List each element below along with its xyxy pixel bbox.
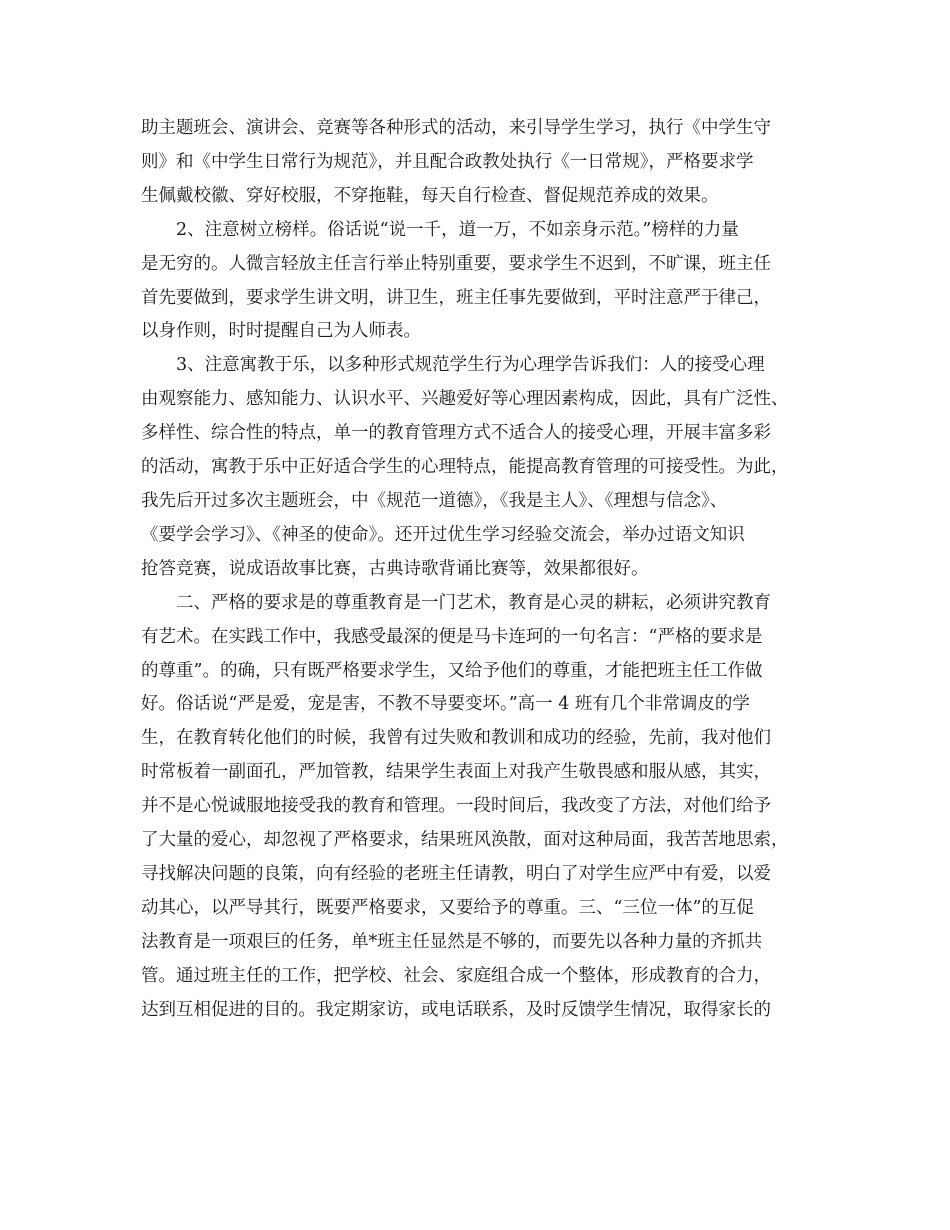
text-line: 动其心，以严导其行，既要严格要求，又要给予的尊重。三、“三位一体”的互促 bbox=[141, 897, 754, 918]
text-line: 由观察能力、感知能力、认识水平、兴趣爱好等心理因素构成，因此，具有广泛性、 bbox=[141, 389, 789, 410]
text-line: 管。通过班主任的工作，把学校、社会、家庭组合成一个整体，形成教育的合力， bbox=[141, 965, 771, 986]
text-line: 我先后开过多次主题班会，中《规范一道德》，《我是主人》、《理想与信念》、 bbox=[141, 490, 728, 511]
document-body bbox=[141, 112, 831, 1027]
text-line: 的尊重”。的确，只有既严格要求学生，又给予他们的尊重，才能把班主任工作做 bbox=[141, 660, 763, 681]
text-line: 3、注意寓教于乐，以多种形式规范学生行为心理学告诉我们：人的接受心理 bbox=[176, 355, 765, 376]
text-line: 2、注意树立榜样。俗话说“说一千，道一万，不如亲身示范。”榜样的力量 bbox=[176, 219, 739, 240]
text-line: 则》和《中学生日常行为规范》，并且配合政教处执行《一日常规》，严格要求学 bbox=[141, 151, 754, 172]
text-line: 《要学会学习》、《神圣的使命》。还开过优生学习经验交流会，举办过语文知识 bbox=[141, 524, 745, 545]
text-line: 生佩戴校徽、穿好校服，不穿拖鞋，每天自行检查、督促规范养成的效果。 bbox=[141, 185, 719, 206]
text-line: 首先要做到，要求学生讲文明，讲卫生，班主任事先要做到，平时注意严于律己， bbox=[141, 287, 771, 308]
text-line: 抢答竞赛，说成语故事比赛，古典诗歌背诵比赛等，效果都很好。 bbox=[141, 558, 649, 579]
text-line: 达到互相促进的目的。我定期家访，或电话联系，及时反馈学生情况，取得家长的 bbox=[141, 999, 771, 1020]
text-line: 是无穷的。人微言轻放主任言行举止特别重要，要求学生不迟到，不旷课，班主任 bbox=[141, 253, 771, 274]
text-line: 时常板着一副面孔，严加管教，结果学生表面上对我产生敬畏感和服从感，其实， bbox=[141, 762, 771, 783]
text-line: 二、严格的要求是的尊重教育是一门艺术，教育是心灵的耕耘，必须讲究教育 bbox=[176, 592, 771, 613]
text-line: 寻找解决问题的良策，向有经验的老班主任请教，明白了对学生应严中有爱，以爱 bbox=[141, 863, 771, 884]
text-line: 并不是心悦诚服地接受我的教育和管理。一段时间后，我改变了方法，对他们给予 bbox=[141, 796, 771, 817]
text-line: 的活动，寓教于乐中正好适合学生的心理特点，能提高教育管理的可接受性。为此， bbox=[141, 457, 789, 478]
text-line: 助主题班会、演讲会、竞赛等各种形式的活动，来引导学生学习，执行《中学生守 bbox=[141, 118, 771, 138]
text-line: 好。俗话说“严是爱，宠是害，不教不导要变坏。”高一 4 班有几个非常调皮的学 bbox=[141, 694, 750, 715]
text-line: 多样性、综合性的特点，单一的教育管理方式不适合人的接受心理，开展丰富多彩 bbox=[141, 423, 771, 444]
text-line: 以身作则，时时提醒自己为人师表。 bbox=[141, 321, 421, 342]
text-line: 有艺术。在实践工作中，我感受最深的便是马卡连珂的一句名言：“严格的要求是 bbox=[141, 626, 763, 647]
text-line: 法教育是一项艰巨的任务，单*班主任显然是不够的，而要先以各种力量的齐抓共 bbox=[141, 931, 763, 952]
text-line: 了大量的爱心，却忽视了严格要求，结果班风涣散，面对这种局面，我苦苦地思索， bbox=[141, 830, 789, 851]
text-line: 生，在教育转化他们的时候，我曾有过失败和教训和成功的经验，先前，我对他们 bbox=[141, 728, 771, 749]
